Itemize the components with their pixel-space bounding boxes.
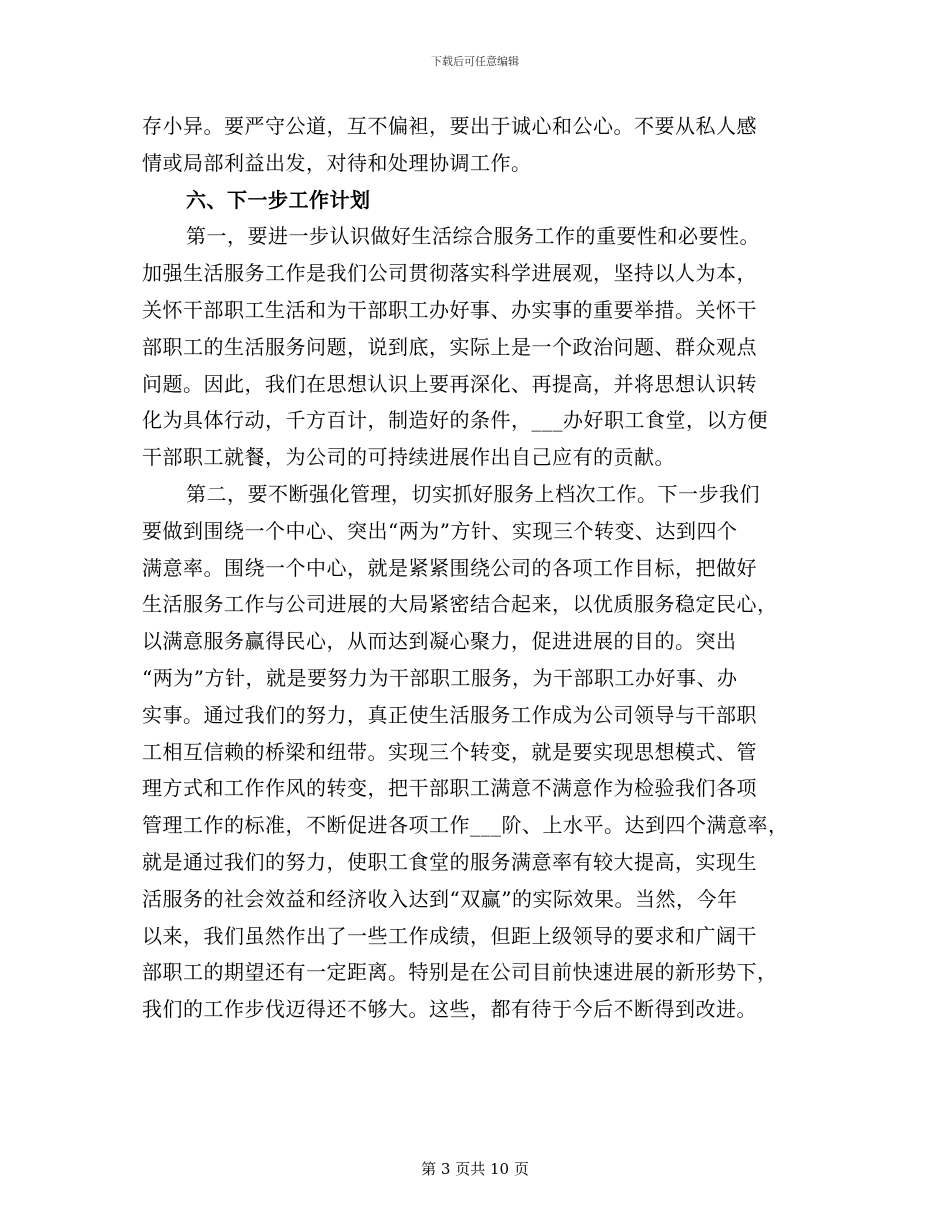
body-line: 第二，要不断强化管理，切实抓好服务上档次工作。下一步我们: [186, 481, 760, 506]
body-line: 问题。因此，我们在思想认识上要再深化、再提高，并将思想认识转: [142, 371, 757, 396]
body-line: 加强生活服务工作是我们公司贯彻落实科学进展观，坚持以人为本，: [142, 261, 757, 286]
body-line: 以满意服务赢得民心，从而达到凝心聚力，促进进展的目的。突出: [142, 629, 737, 654]
body-line: 生活服务工作与公司进展的大局紧密结合起来，以优质服务稳定民心，: [142, 592, 778, 617]
page-header-note: 下载后可任意编辑: [431, 55, 519, 68]
document-body: [142, 108, 812, 1028]
body-line: 工相互信赖的桥梁和纽带。实现三个转变，就是要实现思想模式、管: [142, 739, 757, 764]
body-line: 化为具体行动，千方百计，制造好的条件，___办好职工食堂，以方便: [142, 408, 768, 433]
body-line: 部职工的生活服务问题，说到底，实际上是一个政治问题、群众观点: [142, 334, 757, 359]
body-line: 理方式和工作作风的转变，把干部职工满意不满意作为检验我们各项: [142, 776, 757, 801]
body-line: 满意率。围绕一个中心，就是紧紧围绕公司的各项工作目标，把做好: [142, 555, 757, 580]
body-line: 管理工作的标准，不断促进各项工作___阶、上水平。达到四个满意率，: [142, 813, 789, 838]
body-line: “两为”方针，就是要努力为干部职工服务，为干部职工办好事、办: [142, 665, 738, 690]
body-line: 干部职工就餐，为公司的可持续进展作出自己应有的贡献。: [142, 445, 675, 470]
body-line: 情或局部利益出发，对待和处理协调工作。: [142, 150, 532, 175]
body-line: 活服务的社会效益和经济收入达到“双赢”的实际效果。当然，今年: [142, 886, 738, 911]
body-line: 关怀干部职工生活和为干部职工办好事、办实事的重要举措。关怀干: [142, 297, 757, 322]
body-line: 部职工的期望还有一定距离。特别是在公司目前快速进展的新形势下，: [142, 960, 778, 985]
body-line: 就是通过我们的努力，使职工食堂的服务满意率有较大提高，实现生: [142, 849, 757, 874]
body-line: 以来，我们虽然作出了一些工作成绩，但距上级领导的要求和广阔干: [142, 923, 757, 948]
page-number: 第 3 页共 10 页: [421, 1160, 529, 1178]
body-line: 第一，要进一步认识做好生活综合服务工作的重要性和必要性。: [186, 224, 760, 249]
section-heading: 六、下一步工作计划: [186, 187, 371, 212]
body-line: 我们的工作步伐迈得还不够大。这些，都有待于今后不断得到改进。: [142, 997, 757, 1022]
body-line: 实事。通过我们的努力，真正使生活服务工作成为公司领导与干部职: [142, 702, 757, 727]
body-line: 要做到围绕一个中心、突出“两为”方针、实现三个转变、达到四个: [142, 518, 738, 543]
body-line: 存小异。要严守公道，互不偏袒，要出于诚心和公心。不要从私人感: [142, 114, 757, 138]
